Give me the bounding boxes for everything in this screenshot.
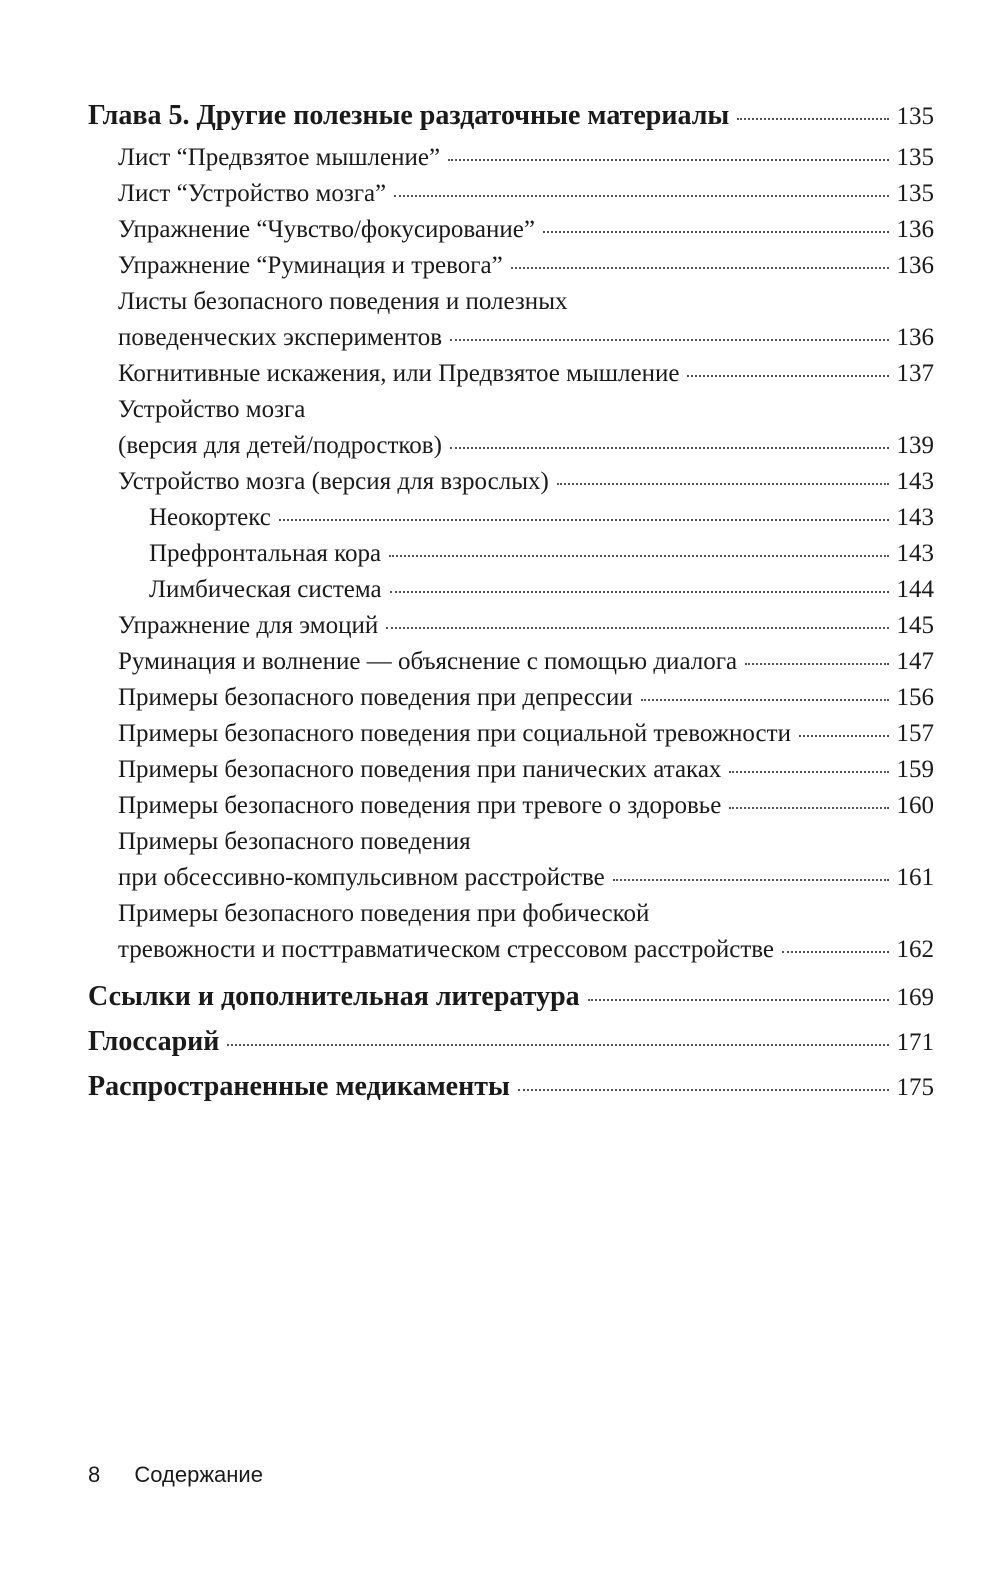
toc-entry-title: при обсессивно-компульсивном расстройстве (118, 864, 605, 891)
toc-entry-page: 136 (896, 216, 934, 243)
toc-entry-title: Примеры безопасного поведения при социальной тревожности (118, 720, 791, 747)
toc-entry-page: 147 (896, 648, 934, 675)
toc-main-section (88, 974, 934, 1019)
toc-entry-title: Ссылки и дополнительная литература (88, 981, 580, 1012)
toc-entry-title: Руминация и волнение — объяснение с помощью диалога (118, 648, 738, 675)
toc-entry-title: Распространенные медикаменты (88, 1071, 510, 1102)
dot-leader (227, 1044, 888, 1046)
table-of-contents (88, 92, 934, 1109)
toc-entry-title: Примеры безопасного поведения при панических атаках (118, 756, 722, 783)
dot-leader (386, 627, 888, 629)
dot-leader (799, 735, 889, 737)
dot-leader (543, 231, 889, 233)
toc-entry-page: 157 (896, 720, 934, 747)
dot-leader (279, 519, 889, 521)
toc-chapter-5 (88, 92, 934, 140)
toc-entry-title: Устройство мозга (версия для взрослых) (118, 468, 549, 495)
running-title: Содержание (134, 1462, 263, 1487)
toc-entry-page: 162 (896, 936, 934, 963)
toc-main-section (88, 1019, 934, 1064)
toc-subentry (88, 536, 934, 572)
toc-entry-title: Лист “Устройство мозга” (118, 180, 387, 207)
toc-entry (88, 212, 934, 248)
toc-entry-page: 136 (896, 252, 934, 279)
toc-entry-page: 135 (896, 144, 934, 171)
toc-entry-title: Когнитивные искажения, или Предвзятое мышление (118, 360, 680, 387)
toc-entry-page: 171 (896, 1029, 934, 1056)
dot-leader (389, 555, 888, 557)
toc-entry (88, 608, 934, 644)
toc-entry-page: 143 (896, 540, 934, 567)
dot-leader (687, 375, 888, 377)
dot-leader (729, 771, 888, 773)
toc-entry-title: Примеры безопасного поведения при депрессии (118, 684, 633, 711)
toc-entry-title: Упражнение “Руминация и тревога” (118, 252, 503, 279)
toc-entry-first-line: Примеры безопасного поведения при фобической (118, 900, 650, 927)
toc-entry-page: 143 (896, 468, 934, 495)
toc-entry (88, 356, 934, 392)
dot-leader (557, 483, 889, 485)
toc-entry-page: 143 (896, 504, 934, 531)
toc-entry (88, 320, 934, 356)
toc-entry (88, 932, 934, 968)
dot-leader (613, 879, 889, 881)
dot-leader (782, 951, 888, 953)
toc-entry-page: 145 (896, 612, 934, 639)
page-number: 8 (88, 1462, 101, 1487)
toc-entry (88, 176, 934, 212)
toc-entry-title: Упражнение для эмоций (118, 612, 379, 639)
toc-entry-title: поведенческих экспериментов (118, 324, 443, 351)
page-footer (88, 1462, 263, 1488)
toc-entry-page: 175 (896, 1074, 934, 1101)
toc-entry (88, 680, 934, 716)
toc-subentry (88, 500, 934, 536)
dot-leader (588, 999, 889, 1001)
toc-entry-title: Упражнение “Чувство/фокусирование” (118, 216, 535, 243)
toc-entry-title: тревожности и посттравматическом стрессовом расстройстве (118, 936, 775, 963)
toc-entry-title: Неокортекс (149, 504, 271, 531)
dot-leader (448, 159, 888, 161)
dot-leader (450, 339, 888, 341)
toc-entry (88, 860, 934, 896)
dot-leader (450, 447, 889, 449)
dot-leader (511, 267, 889, 269)
toc-entry-title: Глава 5. Другие полезные раздаточные материалы (88, 100, 730, 131)
toc-entry (88, 140, 934, 176)
toc-entry (88, 464, 934, 500)
dot-leader (641, 699, 889, 701)
dot-leader (745, 663, 888, 665)
dot-leader (729, 807, 888, 809)
toc-entry-page: 161 (896, 864, 934, 891)
toc-entry-page: 169 (896, 984, 934, 1011)
toc-entry-page: 144 (896, 576, 934, 603)
toc-entry-first-line: Листы безопасного поведения и полезных (118, 288, 568, 315)
toc-entry (88, 428, 934, 464)
toc-entry-page: 135 (896, 180, 934, 207)
toc-subentry (88, 572, 934, 608)
toc-entry (88, 248, 934, 284)
toc-entry-first-line: Примеры безопасного поведения (118, 828, 471, 855)
toc-entry-page: 159 (896, 756, 934, 783)
toc-entry-title: (версия для детей/подростков) (118, 432, 442, 459)
toc-entry-page: 136 (896, 324, 934, 351)
toc-entry (88, 788, 934, 824)
toc-entry-page: 139 (896, 432, 934, 459)
toc-entry-page: 135 (896, 103, 934, 130)
toc-entry-title: Лимбическая система (149, 576, 382, 603)
toc-entry-first-line: Устройство мозга (118, 396, 306, 423)
toc-entry (88, 752, 934, 788)
toc-entry-page: 160 (896, 792, 934, 819)
toc-entry (88, 716, 934, 752)
dot-leader (518, 1089, 889, 1091)
toc-entry-title: Примеры безопасного поведения при тревоге о здоровье (118, 792, 722, 819)
toc-entry-title: Префронтальная кора (149, 540, 382, 567)
toc-entry-page: 137 (896, 360, 934, 387)
dot-leader (394, 195, 888, 197)
dot-leader (390, 591, 889, 593)
dot-leader (737, 118, 888, 120)
toc-entry-page: 156 (896, 684, 934, 711)
toc-main-section (88, 1064, 934, 1109)
toc-entry (88, 644, 934, 680)
toc-entry-title: Лист “Предвзятое мышление” (118, 144, 441, 171)
toc-entry-title: Глоссарий (88, 1026, 220, 1057)
